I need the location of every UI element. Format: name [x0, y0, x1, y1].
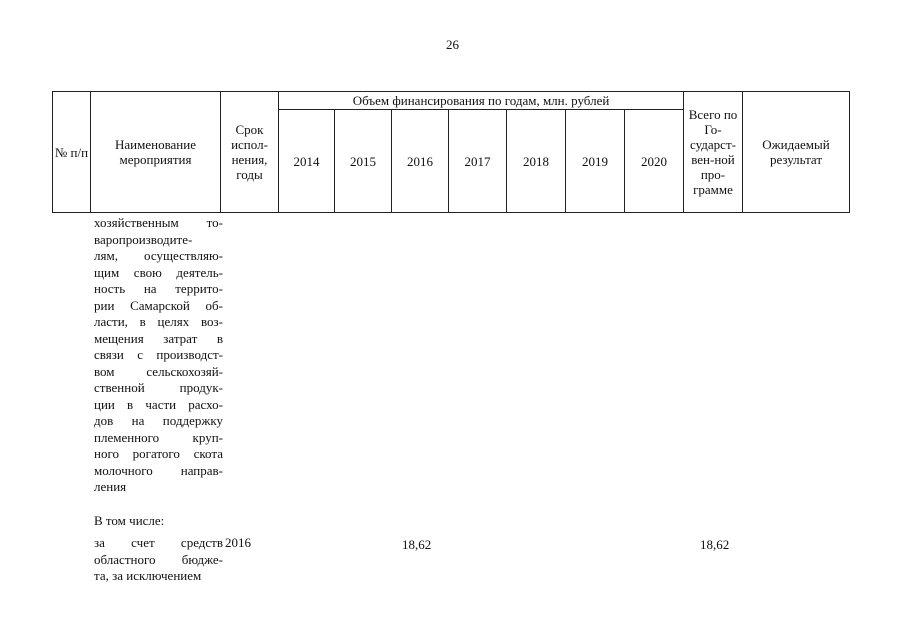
- sub-item-line: областного бюдже-: [94, 551, 223, 567]
- description-line: ласти, в целях воз-: [94, 314, 223, 329]
- description-line: племенного круп-: [94, 429, 223, 445]
- description-line: связи с производст-: [94, 347, 223, 362]
- sub-item-total: 18,62: [700, 537, 730, 552]
- sub-item-term: 2016: [225, 535, 251, 550]
- header-col-result: Ожидаемый результат: [743, 92, 850, 213]
- description-line: молочного направ-: [94, 462, 223, 478]
- description-line: хозяйственным то-: [94, 215, 223, 230]
- description-line: ственной продук-: [94, 380, 223, 395]
- table-header: [52, 91, 850, 213]
- header-year-2019: 2019: [566, 110, 625, 213]
- description-line: ного рогатого скота: [94, 446, 223, 461]
- description-line: щим свою деятель-: [94, 264, 223, 280]
- header-year-2018: 2018: [507, 110, 566, 213]
- header-year-2015: 2015: [335, 110, 392, 213]
- description-line: лям, осуществляю-: [94, 248, 223, 263]
- header-year-2020: 2020: [625, 110, 684, 213]
- header-col-term: Срок испол-нения, годы: [221, 92, 279, 213]
- sub-item-line: за счет средств: [94, 535, 223, 550]
- description-line: рии Самарской об-: [94, 297, 223, 313]
- description-line: дов на поддержку: [94, 413, 223, 428]
- description-line: вом сельскохозяй-: [94, 363, 223, 379]
- header-col-number: № п/п: [53, 92, 91, 213]
- header-col-total: Всего по Го-сударст-вен-ной про-грамме: [684, 92, 743, 213]
- description-line: варопроизводите-: [94, 231, 193, 247]
- including-label: В том числе:: [94, 513, 165, 528]
- sub-item-value-2016: 18,62: [402, 537, 432, 552]
- header-col-name: Наименование мероприятия: [91, 92, 221, 213]
- description-line: мещения затрат в: [94, 330, 223, 346]
- header-year-2016: 2016: [392, 110, 449, 213]
- description-line: ность на террито-: [94, 281, 223, 296]
- description-line: ции в части расхо-: [94, 396, 223, 412]
- sub-item-description: [94, 535, 223, 585]
- header-year-2014: 2014: [279, 110, 335, 213]
- description-line: ления: [94, 479, 127, 494]
- measure-description: [94, 215, 223, 496]
- page-number: 26: [446, 37, 459, 52]
- header-funding-title: Объем финансирования по годам, млн. рублей: [279, 92, 684, 110]
- sub-item-line: та, за исключением: [94, 568, 202, 583]
- header-year-2017: 2017: [449, 110, 507, 213]
